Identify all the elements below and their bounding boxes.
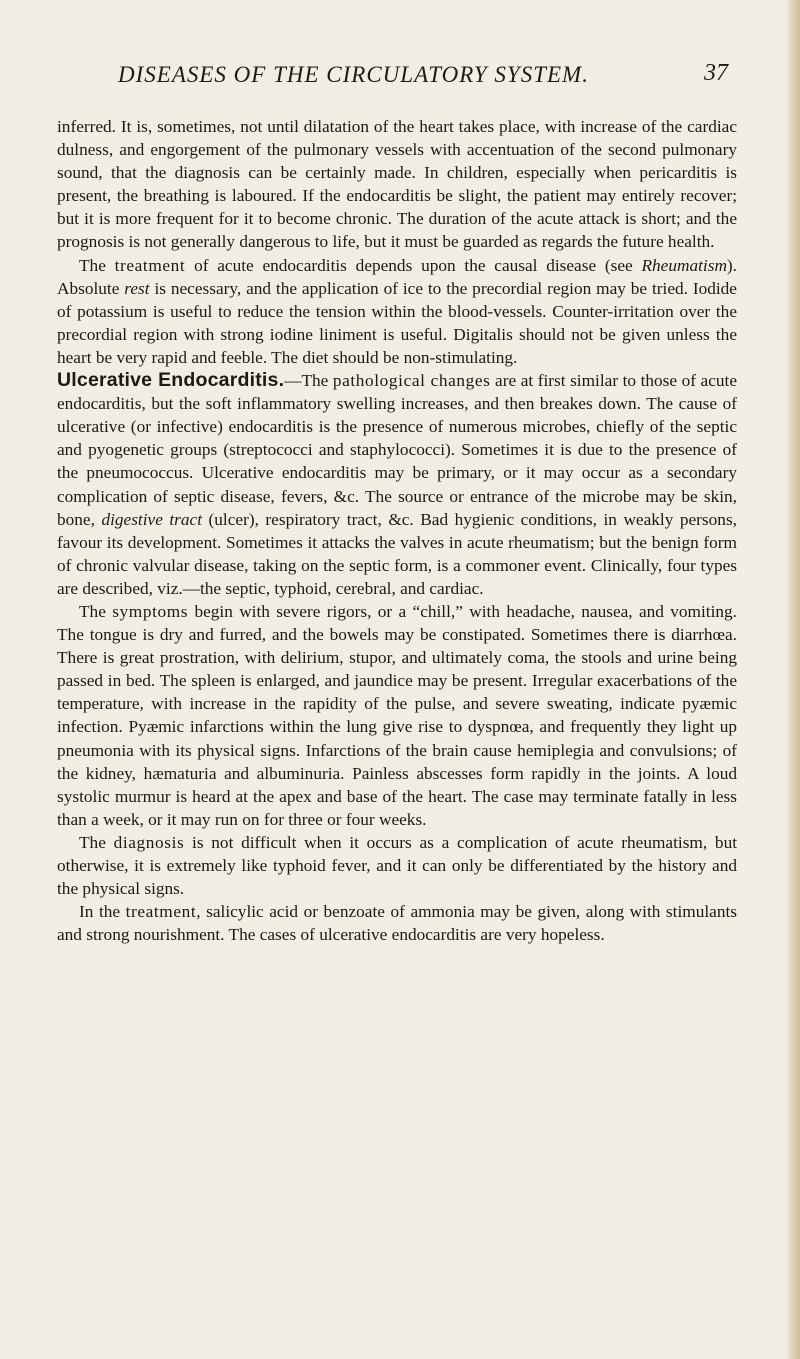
- page-edge-shadow: [786, 0, 800, 1359]
- paragraph-prognosis: inferred. It is, sometimes, not until dilatation of the heart takes place, with increase of the cardiac dulness, and engorgement of the pulmonary vessels with accentuation of the second pulmonary sound, that the diagnosis can be certainly made. In children, especially when pericarditis is present, the breathing is laboured. If the endocarditis be slight, the patient may entirely recover; but it is more frequent for it to become chronic. The duration of the acute attack is short; and the prognosis is not generally dangerous to life, but it must be guarded as regards the future health.: [57, 117, 737, 252]
- term-diagnosis: diagnosis: [113, 832, 185, 852]
- term-pathological-changes: pathological changes: [332, 371, 491, 391]
- term-rest: rest: [124, 278, 150, 298]
- cross-ref-rheumatism: Rheumatism: [641, 255, 727, 275]
- paragraph-diagnosis: The diagnosis is not difficult when it occurs as a complication of acute rheumatism, but otherwise, it is extremely like typhoid fever, and it can only be differentiated by the history and the physical signs.: [57, 832, 738, 899]
- page-header: [118, 62, 728, 96]
- paragraph-treatment: In the treatment, salicylic acid or benzoate of ammonia may be given, along with stimulants and strong nourishment. The cases of ulcerative endocarditis are very hopeless.: [57, 902, 737, 945]
- body-text: [57, 115, 737, 946]
- paragraph-symptoms: The symptoms begin with severe rigors, or a “chill,” with headache, nausea, and vomiting. The tongue is dry and furred, and the bowels may be constipated. Sometimes there is diarrhœa. There is great prostration, with delirium, stupor, and ultimately coma, the stools and urine being passed in bed. The spleen is enlarged, and jaundice may be present. Irregular exacerbations of the temperature, with increase in the rapidity of the pulse, and severe sweating, indicate pyæmic infection. Pyæmic infarctions within the lung give rise to dyspnœa, and frequently they light up pneumonia with its physical signs. Infarctions of the brain cause hemiplegia and convulsions; of the kidney, hæmaturia and albuminuria. Painless abscesses form rapidly in the joints. A loud systolic murmur is heard at the apex and base of the heart. The case may terminate fatally in less than a week, or it may run on for three or four weeks.: [57, 601, 738, 829]
- section-heading: Ulcerative Endocarditis.: [57, 369, 285, 392]
- paragraph-acute-treatment: The treatment of acute endocarditis depends upon the causal disease (see Rheumatism). Absolute rest is necessary, and the application of ice to the precordial region may be tried. Iodide of potassium is useful to reduce the tension within the blood-vessels. Counter-irritation over the precordial region with strong iodine liniment is useful. Digitalis should not be given unless the heart be very rapid and feeble. The diet should be non-stimulating.: [57, 255, 737, 367]
- term-treatment-ulcerative: treatment: [125, 902, 197, 922]
- term-digestive-tract: digestive tract: [101, 509, 203, 529]
- term-treatment: treatment: [114, 255, 186, 275]
- term-symptoms: symptoms: [112, 601, 189, 621]
- page-number: 37: [704, 60, 728, 86]
- paragraph-ulcerative: Ulcerative Endocarditis.—The pathological changes are at first similar to those of acute endocarditis, but the soft inflammatory swelling increases, and then breakes down. The cause of ulcerative (or infective) endocarditis is the presence of numerous microbes, chiefly of the septic and pyogenetic groups (streptococci and staphylococci). Sometimes it is due to the presence of the pneumococcus. Ulcerative endocarditis may be primary, or it may occur as a secondary complication of septic disease, fevers, &c. The source or entrance of the microbe may be skin, bone, digestive tract (ulcer), respiratory tract, &c. Bad hygienic conditions, in weakly persons, favour its development. Sometimes it attacks the valves in acute rheumatism; but the benign form of chronic valvular disease, taking on the septic form, is a commoner event. Clinically, four types are described, viz.—the septic, typhoid, cerebral, and cardiac.: [57, 369, 738, 598]
- running-title: DISEASES OF THE CIRCULATORY SYSTEM.: [118, 62, 589, 87]
